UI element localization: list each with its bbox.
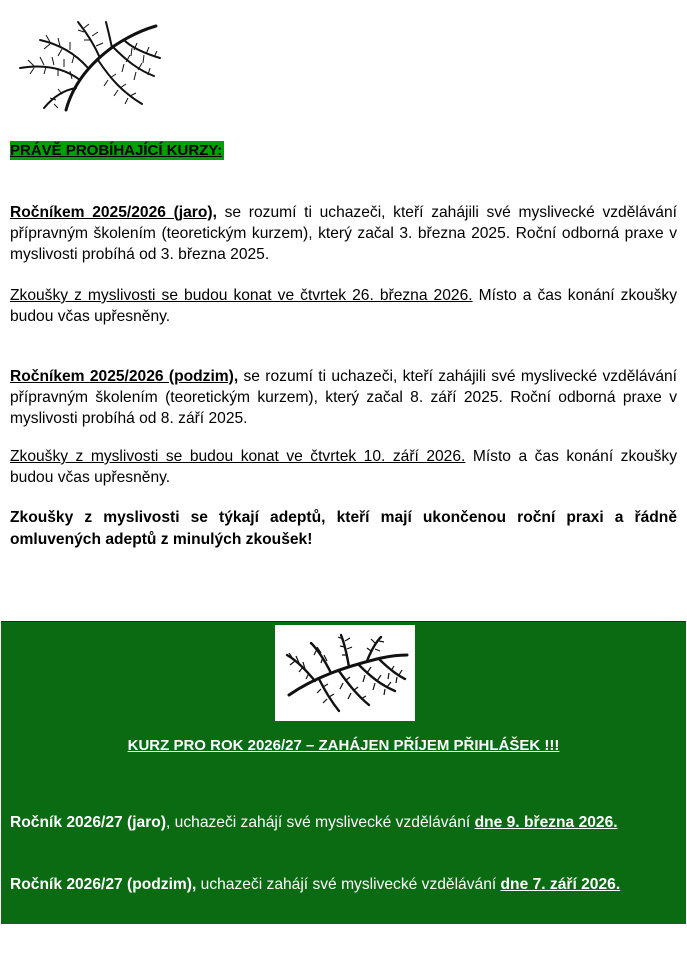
course-spring-text: se rozumí ti uchazeči, kteří zahájili své myslivecké vzdělávání přípravným školením (teoretickým kurzem), který začal 3. března 2025. Roční odborná praxe v myslivosti probíhá od 3. března 2025. [10, 204, 677, 263]
course-autumn-exam [10, 446, 677, 488]
course-spring-exam-rest: Místo a čas konání zkoušky budou včas upřesněny. [10, 287, 677, 325]
new-course-autumn [10, 874, 678, 896]
box-logo-frame [275, 625, 415, 721]
new-course-box [1, 621, 686, 924]
course-autumn-text: se rozumí ti uchazeči, kteří zahájili své myslivecké vzdělávání přípravným školením (teoretickým kurzem), který začal 8. září 2025. Roční odborná praxe v myslivosti probíhá od 8. září 2025. [10, 368, 677, 427]
new-course-autumn-date: dne 7. září 2026. [500, 876, 621, 893]
new-course-autumn-lead: Ročník 2026/27 (podzim), [10, 876, 197, 893]
page-title: PRÁVĚ PROBÍHAJÍCÍ KURZY: [10, 142, 223, 159]
course-spring-exam [10, 285, 677, 327]
course-autumn-description [10, 366, 677, 429]
new-course-spring [10, 812, 678, 834]
course-spring-description [10, 202, 677, 265]
course-spring-exam-date: Zkoušky z myslivosti se budou konat ve čtvrtek 26. března 2026. [10, 287, 473, 304]
new-course-spring-text: , uchazeči zahájí své myslivecké vzdělávání [166, 814, 475, 831]
course-autumn-lead: Ročníkem 2025/2026 (podzim), [10, 368, 239, 385]
new-course-title: KURZ PRO ROK 2026/27 – ZAHÁJEN PŘÍJEM PŘIHLÁŠEK !!! [127, 737, 560, 754]
course-autumn-exam-date: Zkoušky z myslivosti se budou konat ve čtvrtek 10. září 2026. [10, 448, 466, 465]
course-autumn-exam-rest: Místo a čas konání zkoušky budou včas upřesněny. [10, 448, 677, 486]
course-spring-lead: Ročníkem 2025/2026 (jaro), [10, 204, 217, 221]
new-course-spring-lead: Ročník 2026/27 (jaro) [10, 814, 167, 831]
exam-notice: Zkoušky z myslivosti se týkají adeptů, kteří mají ukončenou roční praxi a řádně omluvených adeptů z minulých zkoušek! [10, 509, 677, 548]
pine-branch-icon [275, 625, 415, 721]
new-course-spring-date: dne 9. března 2026. [474, 814, 618, 831]
new-course-autumn-text: uchazeči zahájí své myslivecké vzdělávání [196, 876, 501, 893]
pine-branch-icon [14, 18, 164, 116]
